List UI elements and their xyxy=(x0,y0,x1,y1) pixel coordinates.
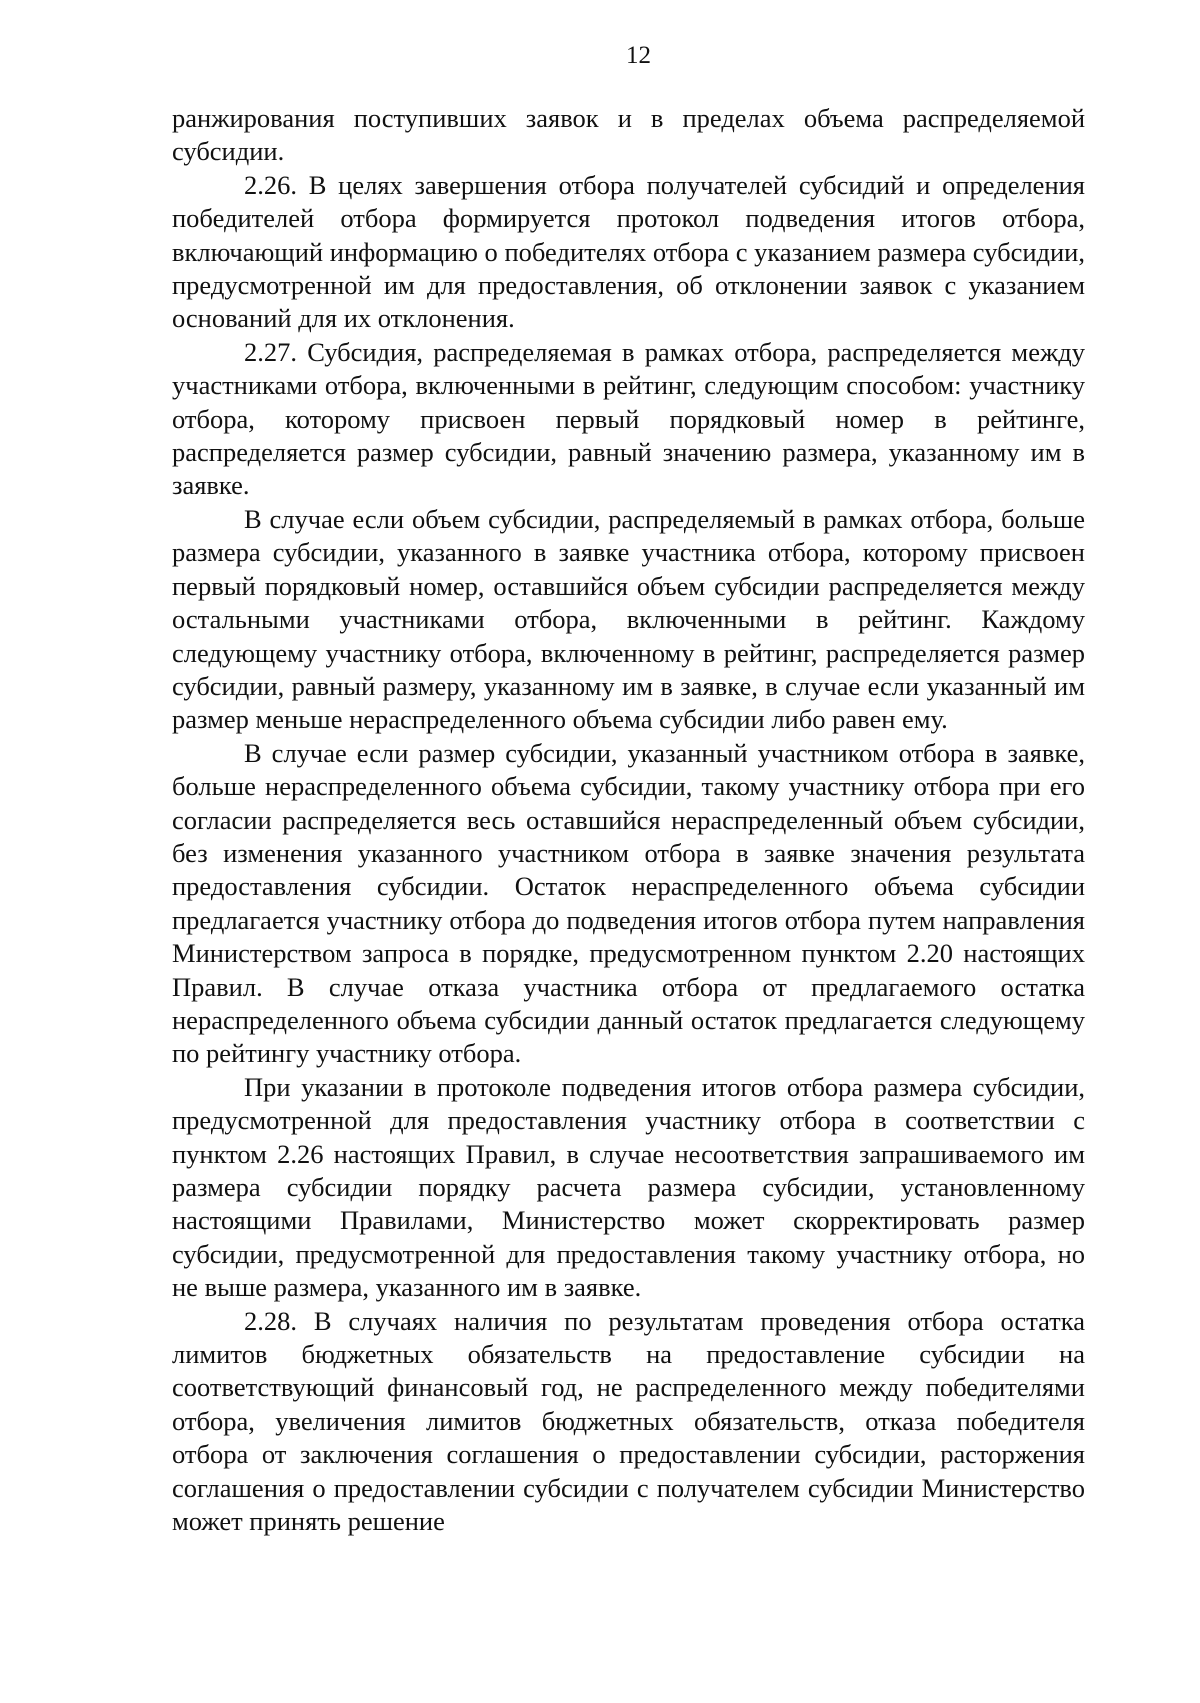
paragraph-exceeding-request: В случае если размер субсидии, указанный участником отбора в заявке, больше нераспределенного объема субсидии, такому участнику отбора при его согласии распределяется весь оставшийся нераспределенный объем субсидии, без изменения указанного участником отбора в заявке значения результата предоставления субсидии. Остаток нераспределенного объема субсидии предлагается участнику отбора до подведения итогов отбора путем направления Министерством запроса в порядке, предусмотренном пунктом 2.20 настоящих Правил. В случае отказа участника отбора от предлагаемого остатка нераспределенного объема субсидии данный остаток предлагается следующему по рейтингу участнику отбора. xyxy=(172,737,1085,1069)
paragraph-protocol-correction: При указании в протоколе подведения итогов отбора размера субсидии, предусмотренной для предоставления участнику отбора в соответствии с пунктом 2.26 настоящих Правил, в случае несоответствия запрашиваемого им размера субсидии порядку расчета размера субсидии, установленному настоящими Правилами, Министерство может скорректировать размер субсидии, предусмотренной для предоставления такому участнику отбора, но не выше размера, указанного им в заявке. xyxy=(172,1071,1085,1303)
paragraph-remaining-volume: В случае если объем субсидии, распределяемый в рамках отбора, больше размера субсидии, указанного в заявке участника отбора, которому присвоен первый порядковый номер, оставшийся объем субсидии распределяется между остальными участниками отбора, включенными в рейтинг. Каждому следующему участнику отбора, включенному в рейтинг, распределяется размер субсидии, равный размеру, указанному им в заявке, в случае если указанный им размер меньше нераспределенного объема субсидии либо равен ему. xyxy=(172,503,1085,735)
paragraph-2-28: 2.28. В случаях наличия по результатам проведения отбора остатка лимитов бюджетных обязательств на предоставление субсидии на соответствующий финансовый год, не распределенного между победителями отбора, увеличения лимитов бюджетных обязательств, отказа победителя отбора от заключения соглашения о предоставлении субсидии, расторжения соглашения о предоставлении субсидии с получателем субсидии Министерство может принять решение xyxy=(172,1305,1085,1537)
paragraph-continuation: ранжирования поступивших заявок и в пределах объема распределяемой субсидии. xyxy=(172,103,1085,167)
paragraph-2-27: 2.27. Субсидия, распределяемая в рамках отбора, распределяется между участниками отбора, включенными в рейтинг, следующим способом: участнику отбора, которому присвоен первый порядковый номер в рейтинге, распределяется размер субсидии, равный значению размера, указанному им в заявке. xyxy=(172,336,1085,501)
page-number: 12 xyxy=(626,42,651,69)
paragraph-2-26: 2.26. В целях завершения отбора получателей субсидий и определения победителей отбора формируется протокол подведения итогов отбора, включающий информацию о победителях отбора с указанием размера субсидии, предусмотренной им для предоставления, об отклонении заявок с указанием оснований для их отклонения. xyxy=(172,169,1085,334)
